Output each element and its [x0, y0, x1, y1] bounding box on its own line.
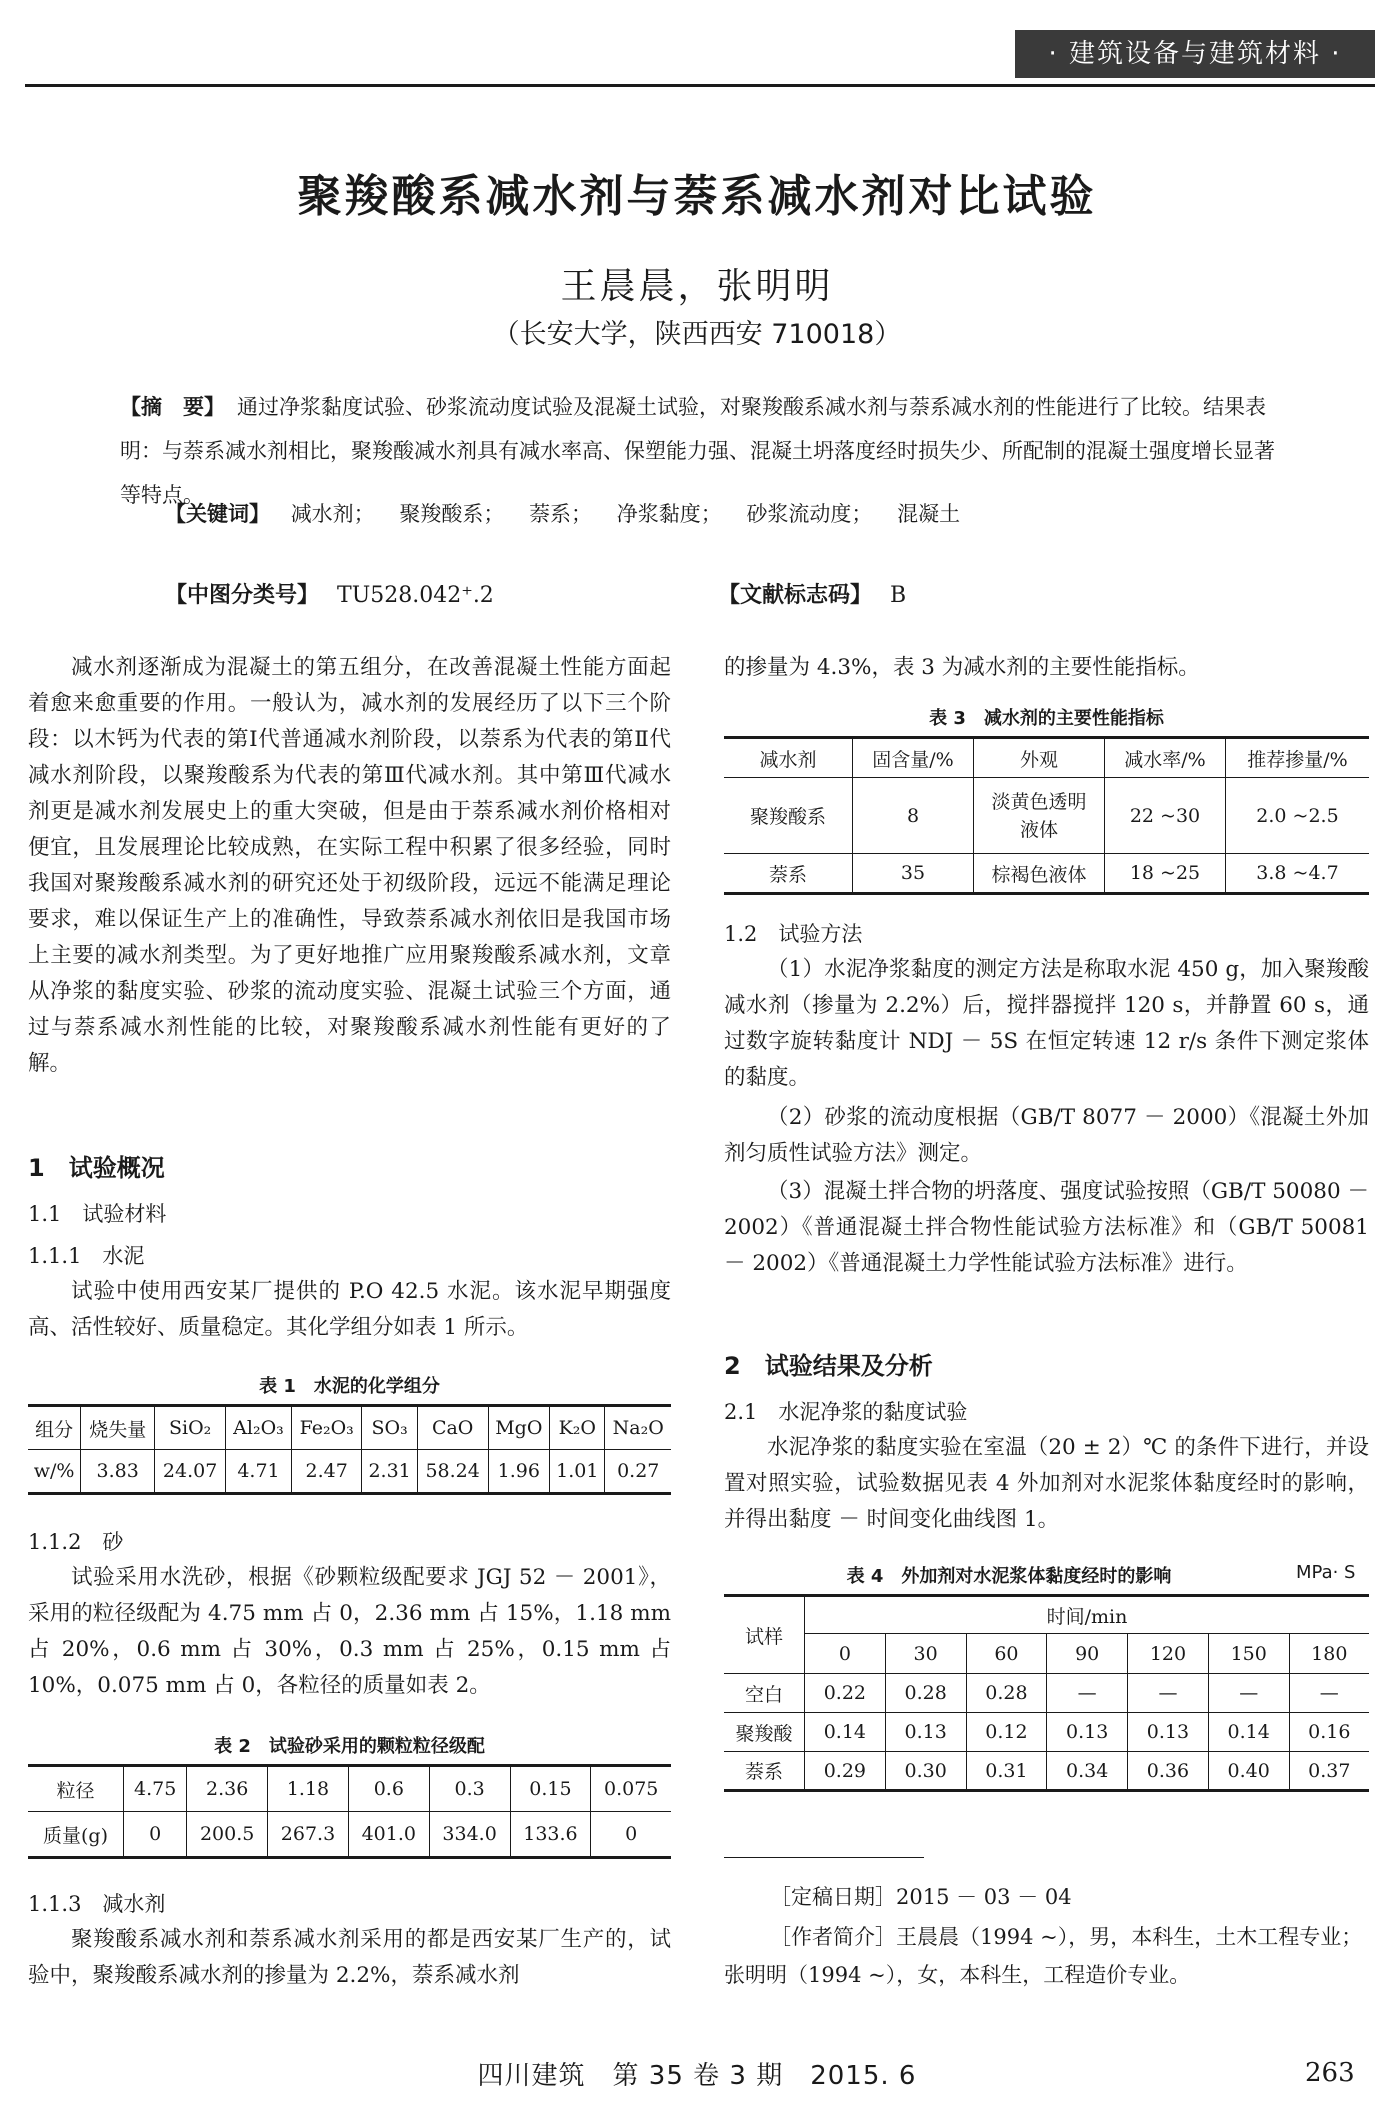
table-cell: 1.96 [488, 1450, 550, 1494]
table-header: 时间/min [805, 1596, 1370, 1634]
table2 [28, 1764, 671, 1859]
table-cell: 0.29 [805, 1752, 886, 1791]
table-cell: 58.24 [417, 1450, 488, 1494]
table-header: 推荐掺量/% [1226, 738, 1370, 778]
table-cell: 粒径 [28, 1766, 124, 1812]
table-cell: 334.0 [429, 1812, 510, 1858]
table-cell: 1.01 [550, 1450, 605, 1494]
table3 [724, 736, 1369, 895]
doc-code-label: 【文献标志码】 [718, 583, 873, 608]
table-cell: 质量(g) [28, 1812, 124, 1858]
table-cell: 0.31 [966, 1752, 1047, 1791]
table-header: 60 [966, 1634, 1047, 1674]
table-header: CaO [417, 1406, 488, 1450]
table-cell: 0.14 [805, 1713, 886, 1752]
table-header: Na₂O [605, 1406, 671, 1450]
table-cell: 0.34 [1047, 1752, 1128, 1791]
table-cell: 0.12 [966, 1713, 1047, 1752]
table-cell: 0.40 [1208, 1752, 1289, 1791]
table-cell: — [1047, 1674, 1128, 1713]
cement-paragraph: 试验中使用西安某厂提供的 P.O 42.5 水泥。该水泥早期强度高、活性较好、质量稳定。其化学组分如表 1 所示。 [28, 1279, 671, 1340]
subsubsection-heading: 1.1.1 水泥 [28, 1244, 145, 1268]
table2-caption: 表 2 试验砂采用的颗粒粒径级配 [214, 1736, 485, 1757]
footnote-rule [724, 1857, 924, 1858]
subsection-heading: 1.1 试验材料 [28, 1202, 167, 1226]
header-rule [25, 84, 1375, 87]
table-cell: 0.14 [1208, 1713, 1289, 1752]
classification-label: 【中图分类号】 [165, 583, 320, 608]
subsubsection-heading: 1.1.3 减水剂 [28, 1892, 166, 1916]
table4-unit: MPa· S [1296, 1562, 1356, 1583]
table-cell: 133.6 [510, 1812, 591, 1858]
subsection-heading: 2.1 水泥净浆的黏度试验 [724, 1400, 968, 1424]
authors: 王晨晨，张明明 [560, 266, 834, 307]
table-header: 150 [1208, 1634, 1289, 1674]
keywords-label: 【关键词】 [165, 502, 270, 526]
table-cell: 空白 [724, 1674, 805, 1713]
table-header: 组分 [28, 1406, 81, 1450]
table-header: Al₂O₃ [226, 1406, 292, 1450]
table-header: 试样 [724, 1596, 805, 1674]
table-header: 30 [885, 1634, 966, 1674]
keyword: 砂浆流动度； [746, 502, 873, 526]
admixture-continued: 的掺量为 4.3%，表 3 为减水剂的主要性能指标。 [724, 655, 1200, 680]
table-header: 固含量/% [853, 738, 974, 778]
table-cell: 35 [853, 854, 974, 894]
table-cell: 401.0 [348, 1812, 429, 1858]
keywords [165, 498, 1265, 528]
sand-paragraph: 试验采用水洗砂，根据《砂颗粒级配要求 JGJ 52 － 2001》，采用的粒径级配为 4.75 mm 占 0，2.36 mm 占 15%，1.18 mm 占 20%，0.6 mm 占 30%，0.3 mm 占 25%，0.15 mm 占 10%，0.075 mm 占 0，各粒径的质量如表 2。 [28, 1565, 671, 1698]
method-1: （1）水泥净浆黏度的测定方法是称取水泥 450 g，加入聚羧酸减水剂（掺量为 2.2%）后，搅拌器搅拌 120 s，并静置 60 s，通过数字旋转黏度计 NDJ － 5S 在恒定转速 12 r/s 条件下测定浆体的黏度。 [724, 957, 1369, 1090]
table-header: 减水剂 [724, 738, 853, 778]
keyword: 萘系； [529, 502, 593, 526]
table-cell: — [1128, 1674, 1209, 1713]
doc-code-value: B [890, 583, 907, 608]
table-cell: 0.27 [605, 1450, 671, 1494]
table-cell: 4.71 [226, 1450, 292, 1494]
table-header: 180 [1289, 1634, 1369, 1674]
table-header: SO₃ [362, 1406, 417, 1450]
classification [165, 578, 494, 609]
table-cell: 2.47 [291, 1450, 362, 1494]
received-date: ［定稿日期］2015 － 03 － 04 [770, 1885, 1072, 1909]
table-header: SiO₂ [155, 1406, 226, 1450]
table-cell: 聚羧酸 [724, 1713, 805, 1752]
classification-value: TU528.042⁺.2 [337, 583, 494, 608]
table-header: Fe₂O₃ [291, 1406, 362, 1450]
table1 [28, 1404, 671, 1495]
table-header: 0 [805, 1634, 886, 1674]
table-cell: 2.31 [362, 1450, 417, 1494]
table-cell: — [1208, 1674, 1289, 1713]
table-cell: 1.18 [268, 1766, 349, 1812]
table-cell: 0 [124, 1812, 187, 1858]
table-header: 90 [1047, 1634, 1128, 1674]
table-cell: 2.0 ~2.5 [1226, 778, 1370, 854]
table-cell: 0.16 [1289, 1713, 1369, 1752]
table4 [724, 1594, 1369, 1792]
table-header: K₂O [550, 1406, 605, 1450]
abstract-text: 通过净浆黏度试验、砂浆流动度试验及混凝土试验，对聚羧酸系减水剂与萘系减水剂的性能进行了比较。结果表明：与萘系减水剂相比，聚羧酸减水剂具有减水率高、保塑能力强、混凝土坍落度经时损失少、所配制的混凝土强度增长显著等特点。 [120, 395, 1275, 507]
table-cell: 0.28 [885, 1674, 966, 1713]
table-cell: 0.36 [1128, 1752, 1209, 1791]
table-cell: 0.28 [966, 1674, 1047, 1713]
method-3: （3）混凝土拌合物的坍落度、强度试验按照（GB/T 50080 － 2002）《普通混凝土拌合物性能试验方法标准》和（GB/T 50081 － 2002）《普通混凝土力学性能试验方法标准》进行。 [724, 1179, 1369, 1276]
table-cell: 0.13 [885, 1713, 966, 1752]
table-cell: 萘系 [724, 854, 853, 894]
table-header: 减水率/% [1105, 738, 1226, 778]
table-cell: 8 [853, 778, 974, 854]
table-cell: 22 ~30 [1105, 778, 1226, 854]
table3-caption: 表 3 减水剂的主要性能指标 [929, 708, 1164, 729]
section-tab: · 建筑设备与建筑材料 · [1015, 30, 1375, 78]
table4-caption: 表 4 外加剂对水泥浆体黏度经时的影响 [846, 1566, 1172, 1587]
table-cell: 267.3 [268, 1812, 349, 1858]
table-cell: — [1289, 1674, 1369, 1713]
table-cell: 萘系 [724, 1752, 805, 1791]
table-cell: 0.13 [1128, 1713, 1209, 1752]
table-cell: 淡黄色透明液体 [974, 778, 1105, 854]
subsubsection-heading: 1.1.2 砂 [28, 1530, 124, 1554]
table-cell: 0.13 [1047, 1713, 1128, 1752]
paper-title: 聚羧酸系减水剂与萘系减水剂对比试验 [297, 171, 1097, 222]
table-cell: 0.22 [805, 1674, 886, 1713]
table-header: 外观 [974, 738, 1105, 778]
table-cell: 3.8 ~4.7 [1226, 854, 1370, 894]
abstract-label: 【摘 要】 [120, 395, 225, 419]
keyword: 净浆黏度； [616, 502, 722, 526]
table-cell: 24.07 [155, 1450, 226, 1494]
table1-caption: 表 1 水泥的化学组分 [259, 1376, 440, 1397]
table-cell: 0.37 [1289, 1752, 1369, 1791]
keyword: 混凝土 [897, 502, 961, 526]
table-cell: 4.75 [124, 1766, 187, 1812]
intro-paragraph: 减水剂逐渐成为混凝土的第五组分，在改善混凝土性能方面起着愈来愈重要的作用。一般认为，减水剂的发展经历了以下三个阶段：以木钙为代表的第Ⅰ代普通减水剂阶段，以萘系为代表的第Ⅱ代减水剂阶段，以聚羧酸系为代表的第Ⅲ代减水剂。其中第Ⅲ代减水剂更是减水剂发展史上的重大突破，但是由于萘系减水剂价格相对便宜，且发展理论比较成熟，在实际工程中积累了很多经验，同时我国对聚羧酸系减水剂的研究还处于初级阶段，远远不能满足理论要求，难以保证生产上的准确性，导致萘系减水剂依旧是我国市场上主要的减水剂类型。为了更好地推广应用聚羧酸系减水剂，文章从净浆的黏度实验、砂浆的流动度实验、混凝土试验三个方面，通过与萘系减水剂性能的比较，对聚羧酸系减水剂性能有更好的了解。 [28, 655, 671, 1076]
affiliation: （长安大学，陕西西安 710018） [492, 319, 902, 350]
viscosity-paragraph: 水泥净浆的黏度实验在室温（20 ± 2）℃ 的条件下进行，并设置对照实验，试验数据见表 4 外加剂对水泥浆体黏度经时的影响，并得出黏度 － 时间变化曲线图 1。 [724, 1435, 1369, 1532]
table-cell: w/% [28, 1450, 81, 1494]
journal-footer: 四川建筑 第 35 卷 3 期 2015. 6 [477, 2061, 917, 2091]
table-cell: 聚羧酸系 [724, 778, 853, 854]
table-cell: 3.83 [81, 1450, 155, 1494]
keyword: 减水剂； [290, 502, 375, 526]
admixture-paragraph: 聚羧酸系减水剂和萘系减水剂采用的都是西安某厂生产的，试验中，聚羧酸系减水剂的掺量为 2.2%，萘系减水剂 [28, 1927, 671, 1988]
table-header: 烧失量 [81, 1406, 155, 1450]
table-header: MgO [488, 1406, 550, 1450]
table-header: 120 [1128, 1634, 1209, 1674]
table-cell: 0.6 [348, 1766, 429, 1812]
table-cell: 200.5 [187, 1812, 268, 1858]
table-cell: 0.075 [591, 1766, 671, 1812]
method-2: （2）砂浆的流动度根据（GB/T 8077 － 2000）《混凝土外加剂匀质性试验方法》测定。 [724, 1105, 1369, 1166]
table-cell: 0.15 [510, 1766, 591, 1812]
table-cell: 0.30 [885, 1752, 966, 1791]
table-cell: 0 [591, 1812, 671, 1858]
table-cell: 18 ~25 [1105, 854, 1226, 894]
table-cell: 0.3 [429, 1766, 510, 1812]
keyword: 聚羧酸系； [399, 502, 505, 526]
author-bio: ［作者简介］王晨晨（1994 ~），男，本科生，土木工程专业；张明明（1994 ~），女，本科生，工程造价专业。 [724, 1925, 1363, 1987]
table-cell: 2.36 [187, 1766, 268, 1812]
page-number: 263 [1305, 2058, 1355, 2088]
section-heading: 2 试验结果及分析 [724, 1352, 933, 1380]
section-heading: 1 试验概况 [28, 1154, 165, 1182]
subsection-heading: 1.2 试验方法 [724, 922, 863, 946]
doc-code [718, 578, 906, 609]
table-cell: 棕褐色液体 [974, 854, 1105, 894]
